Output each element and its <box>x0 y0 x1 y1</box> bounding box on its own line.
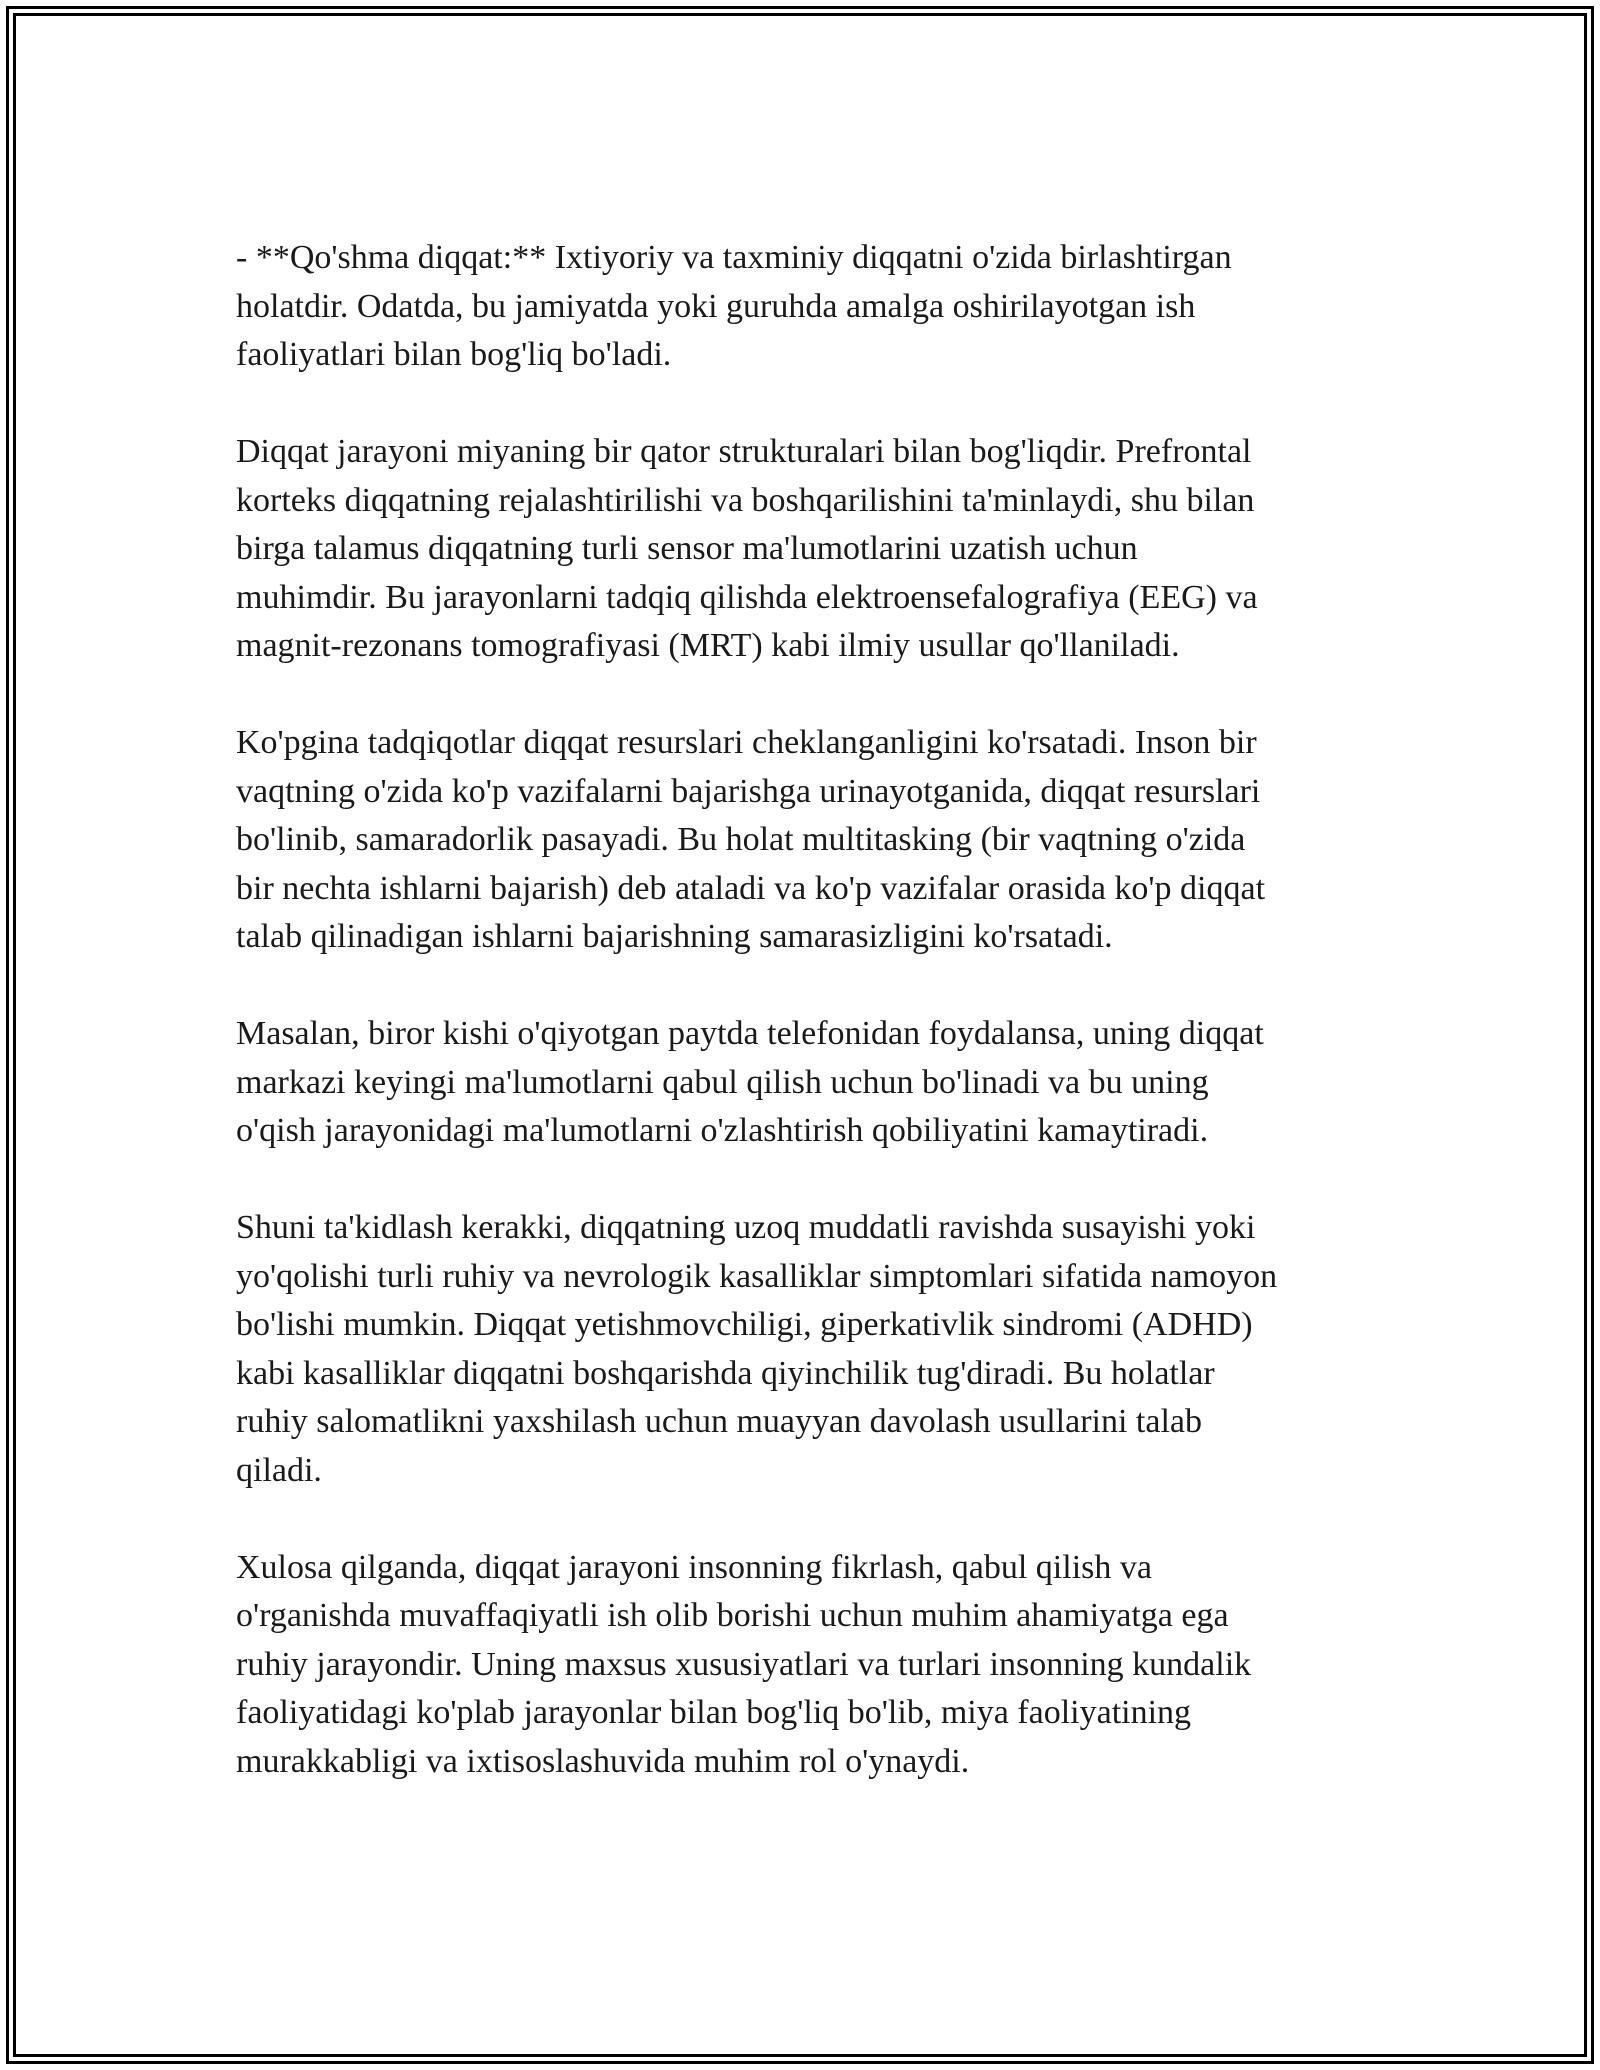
paragraph-conclusion: Xulosa qilganda, diqqat jarayoni insonning fikrlash, qabul qilish va o'rganishda muvaffaqiyatli ish olib borishi uchun muhim ahamiyatga ega ruhiy jarayondir. Uning maxsus xususiyatlari va turlari insonning kundalik faoliyatidagi ko'plab jarayonlar bilan bog'liq bo'lib, miya faoliyatining murakkabligi va ixtisoslashuvida muhim rol o'ynaydi. <box>236 1548 1252 1780</box>
paragraph-example: Masalan, biror kishi o'qiyotgan paytda telefonidan foydalansa, uning diqqat markazi keyingi ma'lumotlarni qabul qilish uchun bo'linadi va bu uning o'qish jarayonidagi ma'lumotlarni o'zlashtirish qobiliyatini kamaytiradi. <box>236 1015 1264 1149</box>
document-body <box>236 234 1386 1835</box>
paragraph-disorders: Shuni ta'kidlash kerakki, diqqatning uzoq muddatli ravishda susayishi yoki yo'qolishi turli ruhiy va nevrologik kasalliklar simptomlari sifatida namoyon bo'lishi mumkin. Diqqat yetishmovchiligi, giperkativlik sindromi (ADHD) kabi kasalliklar diqqatni boshqarishda qiyinchilik tug'diradi. Bu holatlar ruhiy salomatlikni yaxshilash uchun muayyan davolash usullarini talab qiladi. <box>236 1209 1278 1489</box>
paragraph-attention-resources: Ko'pgina tadqiqotlar diqqat resurslari cheklanganligini ko'rsatadi. Inson bir vaqtning o'zida ko'p vazifalarni bajarishga urinayotganida, diqqat resurslari bo'linib, samaradorlik pasayadi. Bu holat multitasking (bir vaqtning o'zida bir nechta ishlarni bajarish) deb ataladi va ko'p vazifalar orasida ko'p diqqat talab qilinadigan ishlarni bajarishning samarasizligini ko'rsatadi. <box>236 724 1266 955</box>
paragraph-joint-attention: - **Qo'shma diqqat:** Ixtiyoriy va taxminiy diqqatni o'zida birlashtirgan holatdir. Odatda, bu jamiyatda yoki guruhda amalga oshirilayotgan ish faoliyatlari bilan bog'liq bo'ladi. <box>236 239 1232 373</box>
paragraph-brain-structures: Diqqat jarayoni miyaning bir qator strukturalari bilan bog'liqdir. Prefrontal korteks diqqatning rejalashtirilishi va boshqarilishini ta'minlaydi, shu bilan birga talamus diqqatning turli sensor ma'lumotlarini uzatish uchun muhimdir. Bu jarayonlarni tadqiq qilishda elektroensefalografiya (EEG) va magnit-rezonans tomografiyasi (MRT) kabi ilmiy usullar qo'llaniladi. <box>236 433 1258 664</box>
